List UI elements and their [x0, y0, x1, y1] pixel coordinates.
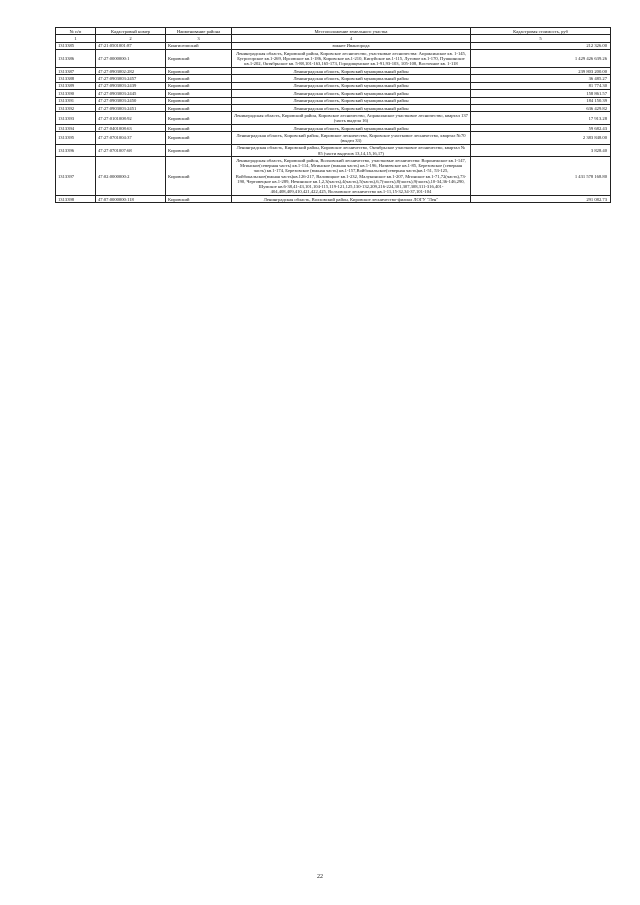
row-number: 1313393: [56, 112, 96, 125]
table-column-number-row: [56, 35, 611, 42]
district-name: Кировский: [166, 82, 232, 89]
district-name: Кировский: [166, 50, 232, 68]
cadastral-cost: 81 774.30: [471, 82, 611, 89]
location: южнее Ивангорода: [232, 42, 471, 49]
row-number: 1313385: [56, 42, 96, 49]
district-name: Кировский: [166, 97, 232, 104]
cadastral-cost: 636 429.82: [471, 104, 611, 111]
district-name: Кировский: [166, 144, 232, 157]
location: Ленинградская область, Кировский район, Кировское лесничество, Апраксинское участковое лесничество, квартал 137 (часть выдела 16): [232, 112, 471, 125]
table-row: [56, 50, 611, 68]
location: Ленинградская область, Кировский муниципальный район: [232, 75, 471, 82]
column-number: 2: [96, 35, 166, 42]
column-number: 3: [166, 35, 232, 42]
cadastral-number: 47:27:0903003:2457: [96, 75, 166, 82]
table-row: [56, 157, 611, 196]
cadastral-number: 47:27:0903002:282: [96, 67, 166, 74]
location: Ленинградская область, Кировский муниципальный район: [232, 67, 471, 74]
cadastral-number: 47:27:0101008:92: [96, 112, 166, 125]
table-row: [56, 144, 611, 157]
district-name: Кировский: [166, 90, 232, 97]
cadastral-cost: 59 682.43: [471, 124, 611, 131]
header-location: Местоположение земельного участка: [232, 28, 471, 35]
row-number: 1313395: [56, 132, 96, 145]
cadastral-number: 47:21:0501001:87: [96, 42, 166, 49]
district-name: Кировский: [166, 196, 232, 203]
table-header-row: [56, 28, 611, 35]
row-number: 1313396: [56, 144, 96, 157]
district-name: Кировский: [166, 132, 232, 145]
cadastral-number: 47:27:0401008:63: [96, 124, 166, 131]
cadastral-cost: 212 326.00: [471, 42, 611, 49]
cadastral-value-table: [55, 27, 611, 203]
cadastral-cost: 1 429 426 639.26: [471, 50, 611, 68]
cadastral-cost: 184 150.39: [471, 97, 611, 104]
table-row: [56, 75, 611, 82]
cadastral-cost: 36 485.27: [471, 75, 611, 82]
district-name: Кингисеппский: [166, 42, 232, 49]
cadastral-number: 47:27:0701007:68: [96, 144, 166, 157]
table-row: [56, 67, 611, 74]
location: Ленинградская область, Кировский муниципальный район: [232, 82, 471, 89]
location: Ленинградская область, Кировский район, Волховский лесничество, участковые лесничества: Воронежское кв.1-147, Мгинское(северная часть) кв.1-114, Мгинское (южная часть) кв.1-196, Назиевское кв.1-85, Березовское (северная часть) кв.1-174, Березовское (южная часть) кв.1-157,Войбокальское(северная часть)кв.1-51, 53-125, Войбокальское(южная часть)кв.126-217, Валовицкое кв.1-232, Малукинское кв.1-207, Мгинское кв.1-71,72(часть),73-190, Чертовецкое кв.1-289, Нечинское кв.1,2,3(часть),4(часть),5(часть),6,7(часть),8(часть),9(часть),10-34,36-146,290, Шумское кв.6-38,41-43,101,104-115,119-121,125,130-132,209,216-224,301,307,308,311-316,401-404,408,409,410,421,422,425, Волховское лесничество кв.1-11,15-32,34-37,101-104: [232, 157, 471, 196]
location: Ленинградская область, Кировский район, Кировское лесничество, Кировское участковое лесничество, квартал №70 (выдел 33): [232, 132, 471, 145]
table-row: [56, 104, 611, 111]
location: Ленинградская область, Волховский район, Кировское лесничество-филиал ЛОГУ "Лен": [232, 196, 471, 203]
location: Ленинградская область, Кировский район, Кировское лесничество, Октябрьское участковое лесничество, квартал № 85 (части выделов 13,14,15,16,17): [232, 144, 471, 157]
row-number: 1313392: [56, 104, 96, 111]
cadastral-cost: 239 803 200.00: [471, 67, 611, 74]
row-number: 1313394: [56, 124, 96, 131]
header-cadastral-cost: Кадастровая стоимость, руб: [471, 28, 611, 35]
location: Ленинградская область, Кировский муниципальный район: [232, 90, 471, 97]
district-name: Кировский: [166, 124, 232, 131]
cadastral-number: 47:27:0903003:2451: [96, 104, 166, 111]
header-cadastral-number: Кадастровый номер: [96, 28, 166, 35]
row-number: 1313386: [56, 50, 96, 68]
cadastral-number: 47:27:0903003:2450: [96, 97, 166, 104]
cadastral-cost: 291 082.73: [471, 196, 611, 203]
column-number: 4: [232, 35, 471, 42]
document-page: [55, 27, 610, 203]
district-name: Кировский: [166, 104, 232, 111]
cadastral-number: 47:02:0000000:2: [96, 157, 166, 196]
row-number: 1313398: [56, 196, 96, 203]
table-row: [56, 196, 611, 203]
cadastral-number: 47:27:0000000:1: [96, 50, 166, 68]
location: Ленинградская область, Кировский муниципальный район: [232, 124, 471, 131]
cadastral-cost: 158 861.57: [471, 90, 611, 97]
row-number: 1313397: [56, 157, 96, 196]
table-row: [56, 97, 611, 104]
table-row: [56, 132, 611, 145]
row-number: 1313388: [56, 75, 96, 82]
header-number: № п/п: [56, 28, 96, 35]
district-name: Кировский: [166, 75, 232, 82]
row-number: 1313389: [56, 82, 96, 89]
cadastral-cost: 2 383 848.00: [471, 132, 611, 145]
cadastral-number: 47:27:0701004:37: [96, 132, 166, 145]
table-row: [56, 82, 611, 89]
cadastral-number: 47:07:0000000:118: [96, 196, 166, 203]
district-name: Кировский: [166, 112, 232, 125]
table-row: [56, 42, 611, 49]
cadastral-cost: 3 828.40: [471, 144, 611, 157]
page-number: 22: [317, 874, 323, 880]
row-number: 1313391: [56, 97, 96, 104]
row-number: 1313390: [56, 90, 96, 97]
cadastral-cost: 17 913.28: [471, 112, 611, 125]
row-number: 1313387: [56, 67, 96, 74]
location: Ленинградская область, Кировский район, Кировское лесничество, участковые лесничества: Апраксинское кв. 1-145, Бугрогорское кв.1-269, Ирсовское кв.1-186, Кировское кв.1-210, Кипуйское кв.1-115, Луговое кв.1-170, Пушкинское кв.1-202, Октябрьское кв. 5-88,101-163,165-173, Городищенское кв.1-91,93-103, 105-108, Восточное кв. 1-118: [232, 50, 471, 68]
cadastral-number: 47:27:0903003:2439: [96, 82, 166, 89]
table-row: [56, 112, 611, 125]
table-row: [56, 124, 611, 131]
district-name: Кировский: [166, 67, 232, 74]
district-name: Кировский: [166, 157, 232, 196]
header-district: Наименование района: [166, 28, 232, 35]
column-number: 5: [471, 35, 611, 42]
table-row: [56, 90, 611, 97]
column-number: 1: [56, 35, 96, 42]
cadastral-number: 47:27:0903003:2445: [96, 90, 166, 97]
cadastral-cost: 1 431 578 168.80: [471, 157, 611, 196]
location: Ленинградская область, Кировский муниципальный район: [232, 104, 471, 111]
location: Ленинградская область, Кировский муниципальный район: [232, 97, 471, 104]
